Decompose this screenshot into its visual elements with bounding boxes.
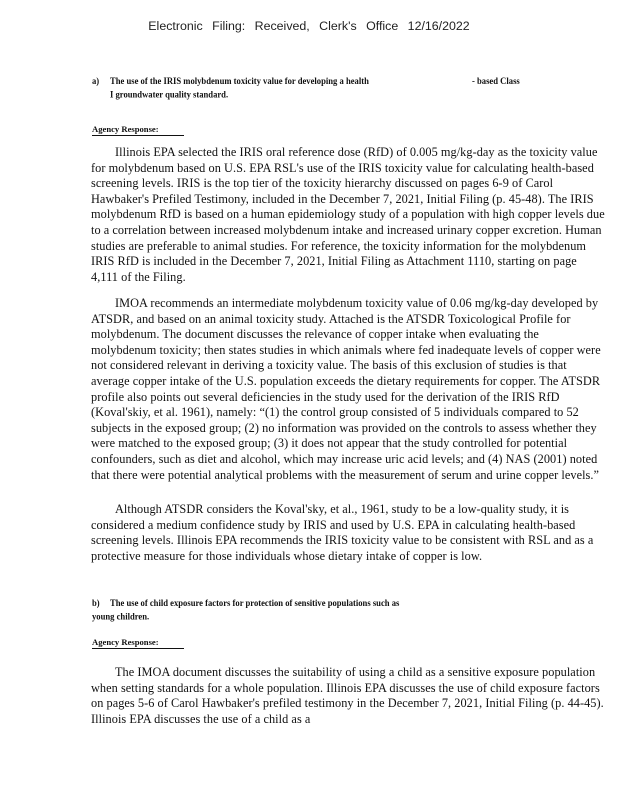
question-a-title-right: - based Class — [472, 75, 520, 86]
paragraph-a-2: IMOA recommends an intermediate molybdenum toxicity value of 0.06 mg/kg-day developed by ATSDR, and based on an animal toxicity study. Attached is the ATSDR Toxicological Profile for molybdenum. The document discusses the relevance of copper intake when evaluating the molybdenum toxicity; then states studies in which animals where fed inadequate levels of copper were not considered relevant in deriving a toxicity value. The basis of this exclusion of studies is that average copper intake of the U.S. population exceeds the dietary requirements for copper. The ATSDR profile also points out several deficiencies in the study used for the derivation of the IRIS RfD (Koval'skiy, et al. 1961), namely: “(1) the control group consisted of 5 individuals compared to 52 subjects in the exposed group; (2) no information was provided on the controls to assess whether they were matched to the exposed group; (3) it does not appear that the study controlled for potential confounders, such as diet and alcohol, which may increase uric acid levels; and (4) NAS (2001) noted that there were potential analytical problems with the measurement of serum and urine copper levels.” — [91, 296, 601, 482]
paragraph-b-1: The IMOA document discusses the suitability of using a child as a sensitive exposure population when setting standards for a whole population. Illinois EPA discusses the use of child exposure factors on pages 5-6 of Carol Hawbaker's prefiled testimony in the December 7, 2021, Initial Filing (p. 44-45). Illinois EPA discusses the use of a child as a — [91, 665, 604, 726]
question-b-heading — [92, 596, 562, 623]
question-b-title-line2: young children. — [92, 611, 150, 622]
question-a-heading — [92, 74, 562, 101]
response-b-label: Agency Response: — [92, 637, 184, 649]
question-a-title-line1: The use of the IRIS molybdenum toxicity value for developing a health — [110, 75, 369, 86]
paragraph-a-1: Illinois EPA selected the IRIS oral reference dose (RfD) of 0.005 mg/kg-day as the toxicity value for molybdenum based on U.S. EPA RSL's use of the IRIS toxicity value for calculating health-based screening levels. IRIS is the top tier of the toxicity hierarchy discussed on pages 6-9 of Carol Hawbaker's Prefiled Testimony, included in the December 7, 2021, Initial Filing (p. 45-48). The IRIS molybdenum RfD is based on a human epidemiology study of a population with high copper levels due to a correlation between increased molybdenum intake and increased urinary copper excretion. Human studies are preferable to animal studies. For reference, the toxicity information for the molybdenum IRIS RfD is included in the December 7, 2021, Initial Filing as Attachment 1110, starting on page 4,111 of the Filing. — [91, 145, 605, 284]
question-a-title-line2: I groundwater quality standard. — [110, 89, 229, 100]
question-a-number: a) — [92, 75, 100, 86]
question-b-number: b) — [92, 597, 100, 608]
response-a-label: Agency Response: — [92, 124, 184, 136]
filing-header: Electronic Filing: Received, Clerk's Office 12/16/2022 — [148, 19, 470, 33]
paragraph-a-3: Although ATSDR considers the Koval'sky, et al., 1961, study to be a low-quality study, it is considered a medium confidence study by IRIS and used by U.S. EPA in calculating health-based screening levels. Illinois EPA recommends the IRIS toxicity value to be consistent with RSL and as a protective measure for those individuals whose dietary intake of copper is low. — [91, 502, 594, 563]
question-b-title-line1: The use of child exposure factors for protection of sensitive populations such as — [110, 597, 400, 608]
